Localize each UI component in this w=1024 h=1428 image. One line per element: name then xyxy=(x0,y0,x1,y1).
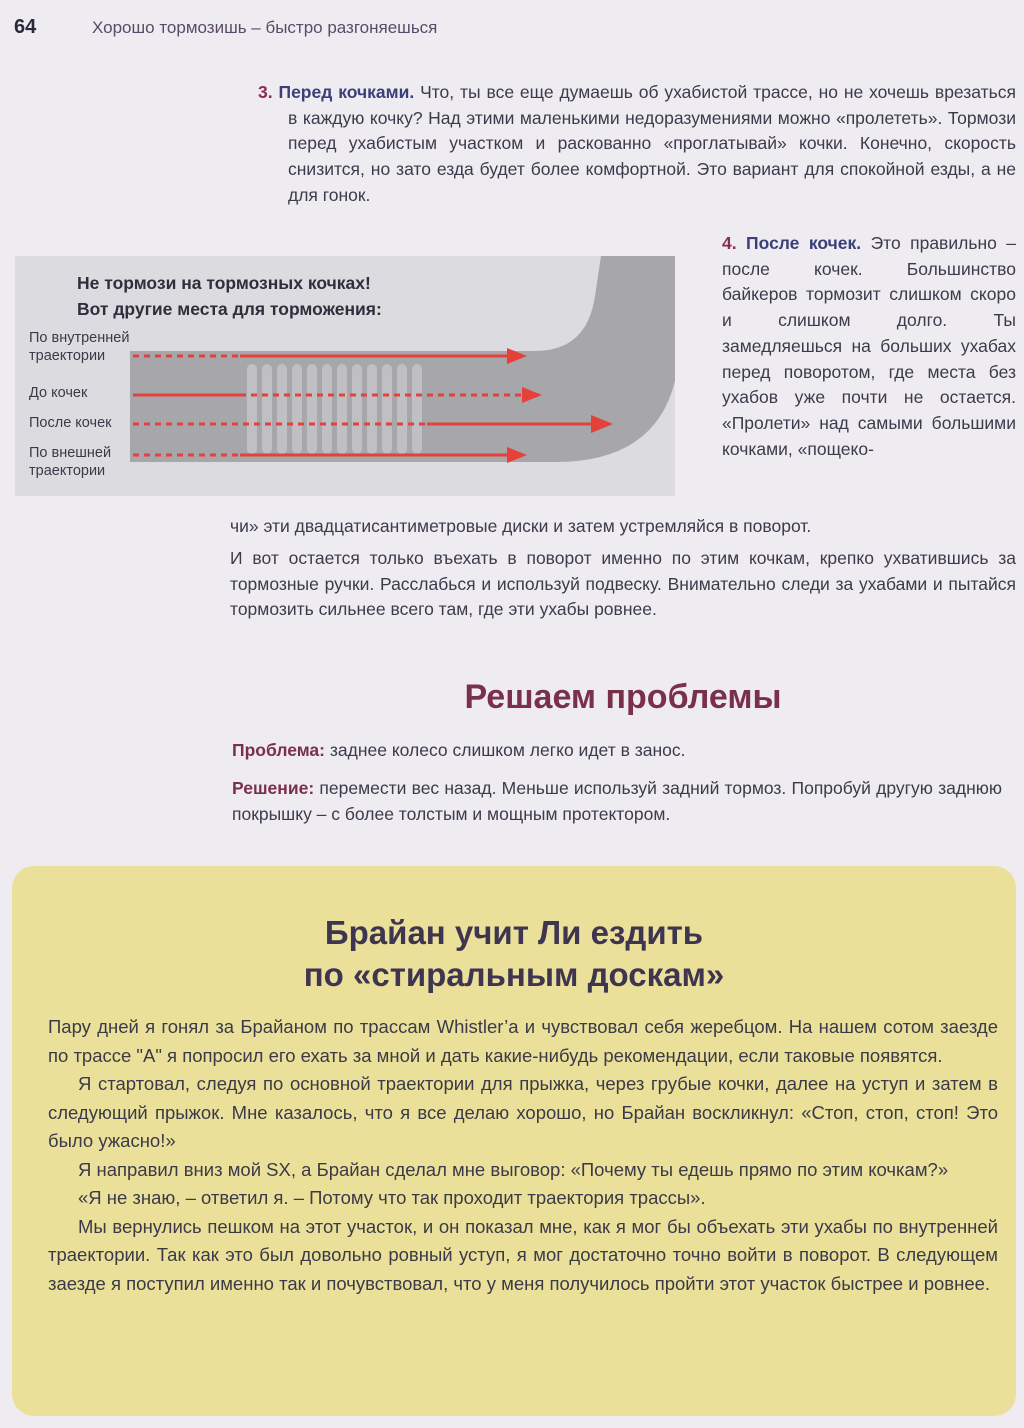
diagram-title-line-2: Вот другие места для торможения: xyxy=(77,299,382,319)
solution-text: перемести вес назад. Меньше используй задний тормоз. Попробуй другую заднюю покрышку – с более толстым и мощным протектором. xyxy=(232,778,1002,824)
problem-line xyxy=(232,738,1018,763)
solution-label: Решение: xyxy=(232,778,315,798)
label-before-bumps: До кочек xyxy=(29,385,88,401)
story-body xyxy=(48,1013,998,1298)
item-4-number: 4. xyxy=(722,233,737,253)
label-inner-trajectory: По внутренней траектории xyxy=(29,330,130,364)
story-title-line-2: по «стиральным доскам» xyxy=(303,956,725,993)
diagram-title xyxy=(77,270,382,322)
item-3-text: Что, ты все еще думаешь об ухабистой трассе, но не хочешь врезаться в каждую кочку? Над этими маленькими недоразумениями можно «пролететь». Тормози перед ухабистым участком и раскованно «проглатывай» кочки. Конечно, скорость снизится, но зато езда будет более комфортной. Это вариант для спокойной езды, а не для гонок. xyxy=(288,82,1017,205)
story-paragraph: Я направил вниз мой SX, а Брайан сделал мне выговор: «Почему ты едешь прямо по этим кочкам?» xyxy=(78,1158,949,1180)
story-title-line-1: Брайан учит Ли ездить xyxy=(324,914,704,951)
item-4-text: Это правильно – после кочек. Большинство байкеров тормозит слишком скоро и слишком долго. Ты замедляешься на больших ухабах перед поворотом, где места без ухабов уже почти не остается. «Пролети» над самыми большими кочками, «пощеко- xyxy=(722,233,1016,459)
item-4-paragraph xyxy=(722,231,1016,462)
item-3-paragraph xyxy=(258,80,1016,209)
label-outer-trajectory: По внешней траектории xyxy=(29,445,112,479)
story-sidebar-box xyxy=(12,866,1016,1416)
body-paragraph: И вот остается только въехать в поворот именно по этим кочкам, крепко ухватившись за тормозные ручки. Расслабься и используй подвеску. Внимательно следи за ухабами и пытайся тормозить сильнее всего там, где эти ухабы ровнее. xyxy=(230,548,1016,620)
item-4-continuation: чи» эти двадцатисантиметровые диски и затем устремляйся в поворот. xyxy=(230,516,812,536)
item-4-title: После кочек. xyxy=(746,233,862,253)
story-paragraph: Я стартовал, следуя по основной траектории для прыжка, через грубые кочки, далее на уступ и затем в следующий прыжок. Мне казалось, что я все делаю хорошо, но Брайан воскликнул: «Стоп, стоп, стоп! Это было ужасно!» xyxy=(48,1073,998,1151)
page-header xyxy=(14,16,1014,46)
problem-text: заднее колесо слишком легко идет в занос. xyxy=(329,740,686,760)
running-title: Хорошо тормозишь – быстро разгоняешься xyxy=(92,18,438,37)
item-3-title: Перед кочками. xyxy=(278,82,415,102)
label-after-bumps: После кочек xyxy=(29,415,112,431)
story-paragraph: Мы вернулись пешком на этот участок, и он показал мне, как я мог бы объехать эти ухабы по внутренней траектории. Так как это был довольно ровный уступ, я мог достаточно точно войти в поворот. В следующем заезде я поступил именно так и почувствовал, что у меня получилось пройти этот участок быстрее и ровнее. xyxy=(48,1215,998,1294)
section-heading: Решаем проблемы xyxy=(464,678,782,716)
diagram-title-line-1: Не тормози на тормозных кочках! xyxy=(77,273,371,293)
story-paragraph: «Я не знаю, – ответил я. – Потому что так проходит траектория трассы». xyxy=(78,1187,706,1208)
braking-diagram xyxy=(15,256,675,496)
story-paragraph: Пару дней я гонял за Брайаном по трассам Whistler’a и чувствовал себя жеребцом. На нашем сотом заезде по трассе "А" я попросил его ехать за мной и дать какие-нибудь рекомендации, если таковые появятся. xyxy=(48,1016,998,1066)
solution-line xyxy=(232,776,1002,827)
story-title xyxy=(12,912,1016,996)
item-3-number: 3. xyxy=(258,82,273,102)
page-number: 64 xyxy=(14,16,37,38)
problem-label: Проблема: xyxy=(232,740,325,760)
